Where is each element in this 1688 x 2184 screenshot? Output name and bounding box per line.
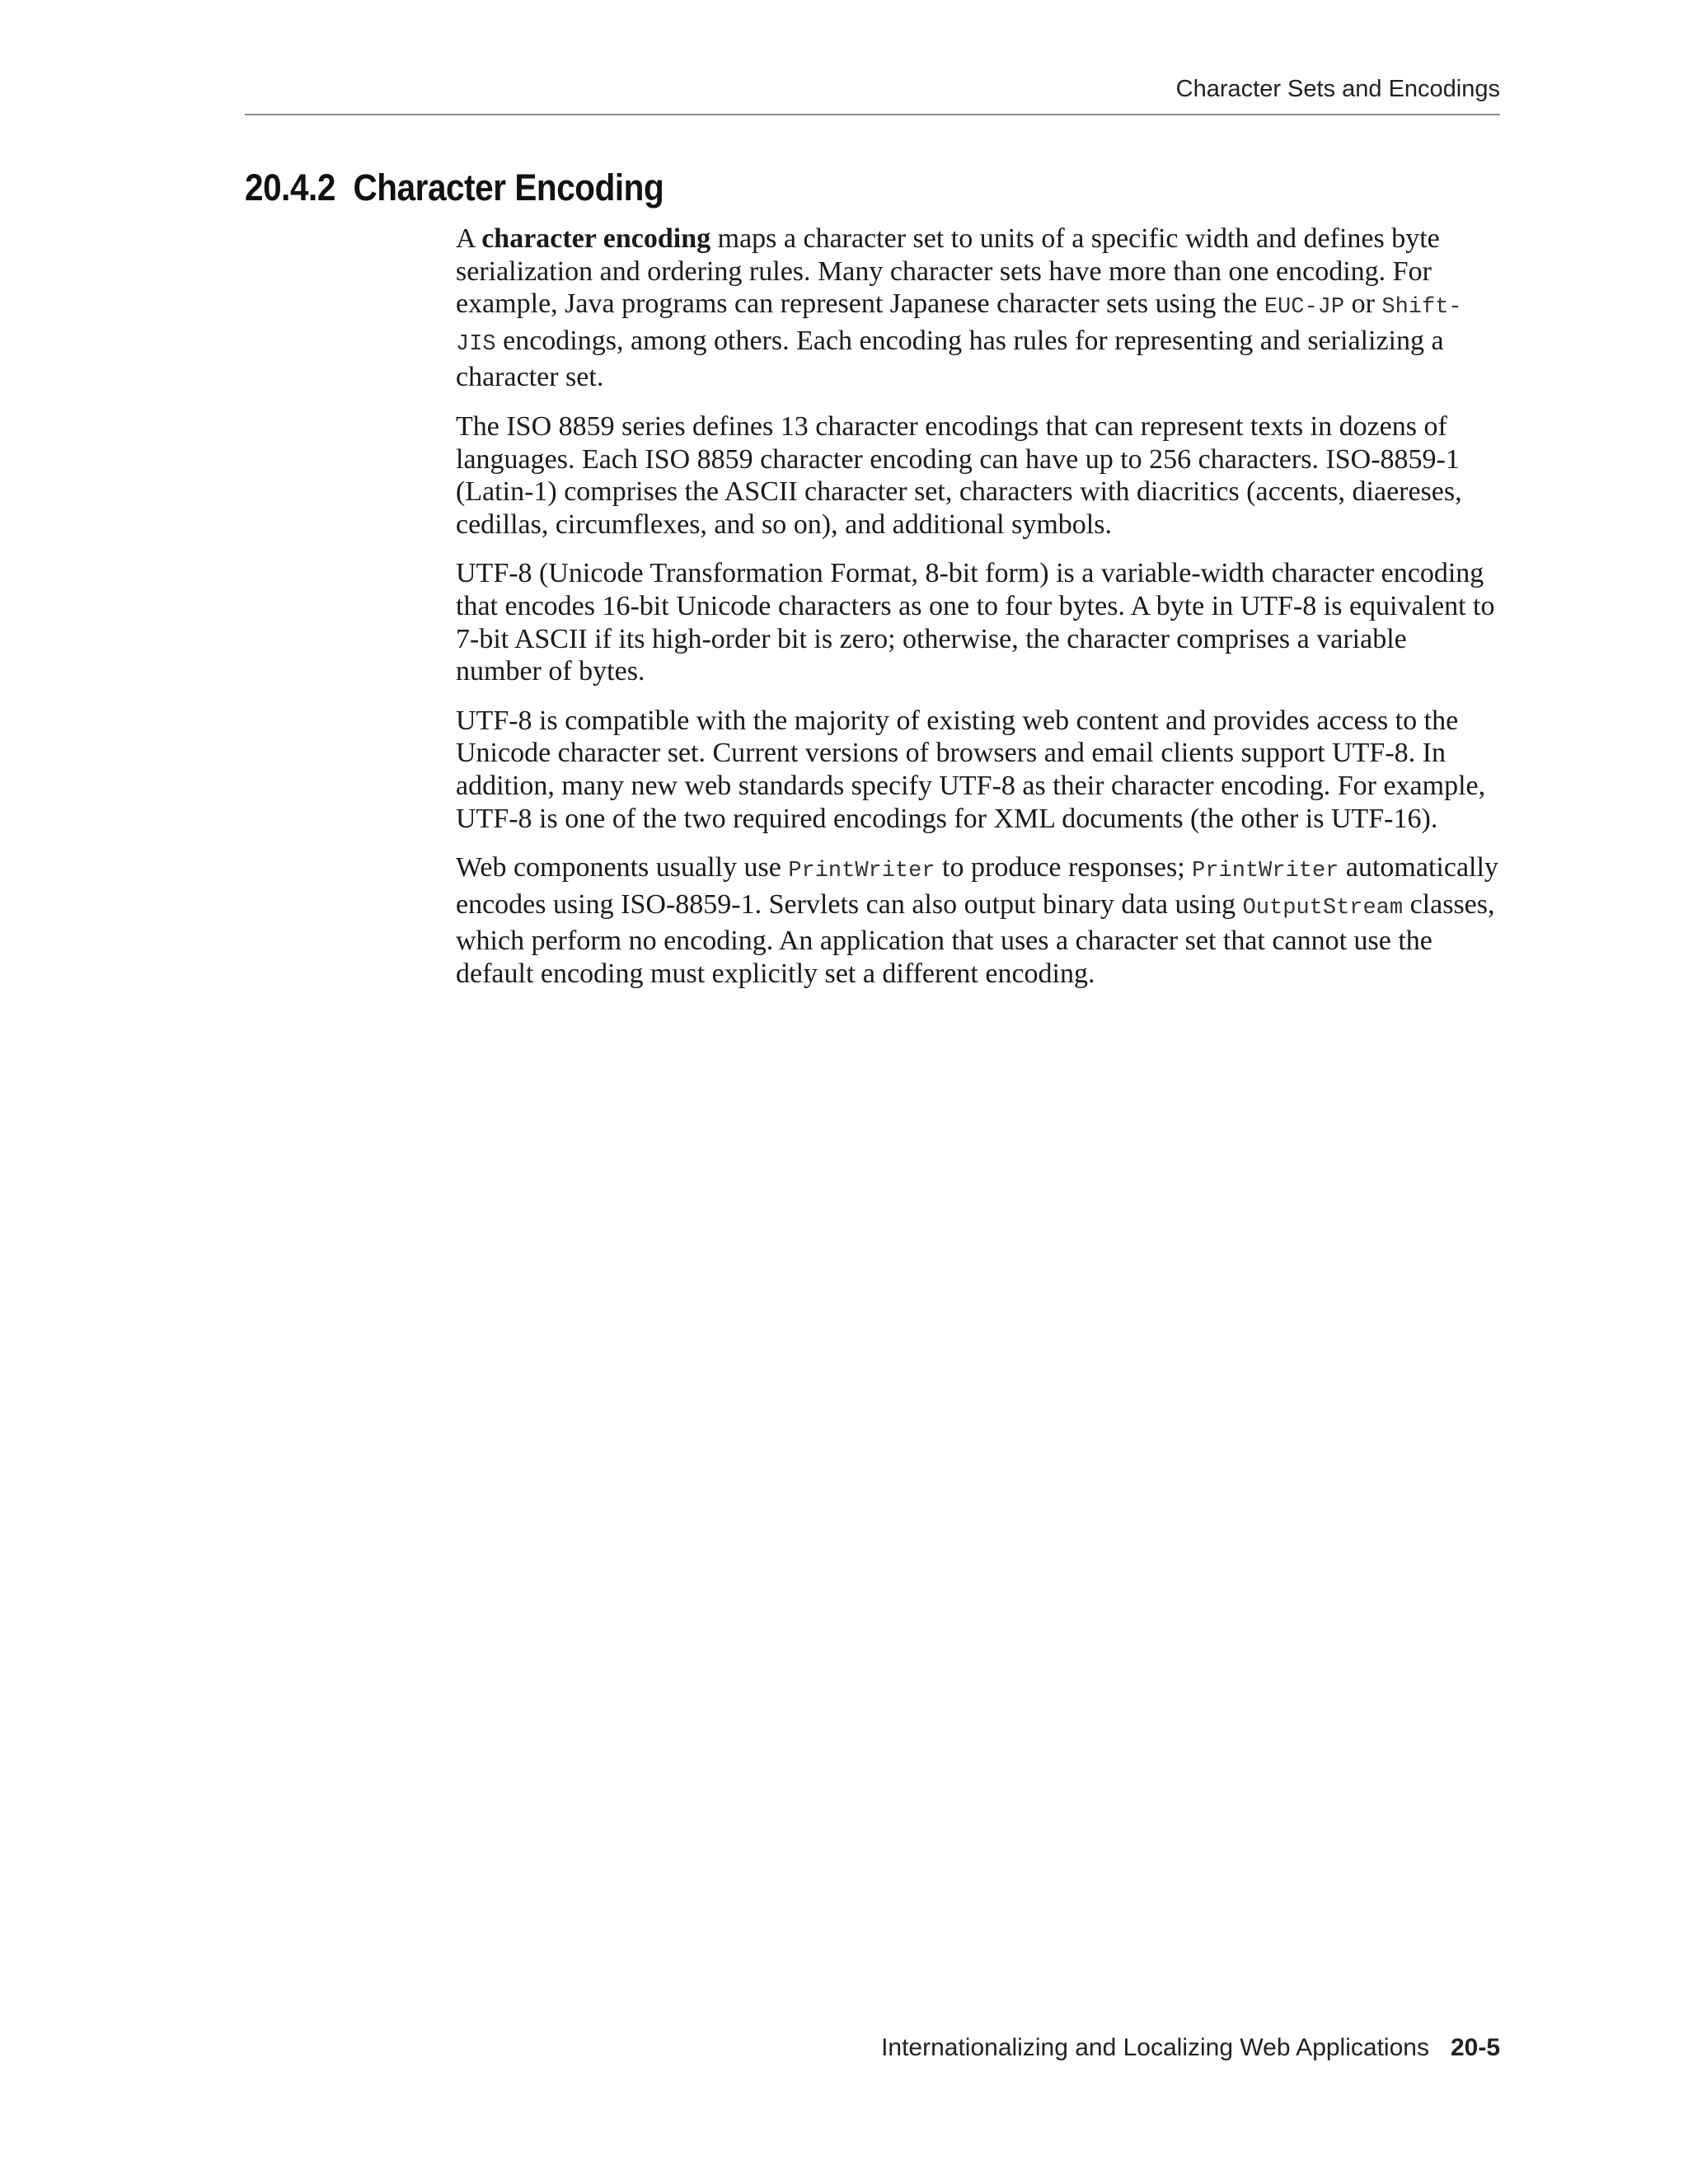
code-printwriter: PrintWriter — [788, 859, 935, 884]
text-run: to produce responses; — [935, 852, 1193, 883]
code-printwriter: PrintWriter — [1192, 859, 1339, 884]
page-number: 20-5 — [1450, 2034, 1500, 2061]
body-text — [456, 223, 1498, 1006]
paragraph-web-components — [456, 851, 1498, 990]
section-title: Character Encoding — [353, 166, 664, 209]
section-heading — [245, 166, 663, 209]
section-number: 20.4.2 — [245, 166, 335, 209]
paragraph-character-encoding — [456, 223, 1498, 394]
defined-term: character encoding — [481, 223, 711, 254]
text-run: maps a character set to units of a specific width and defines byte serialization and ordering rules. Many character sets have more than one encoding. For example, Java programs can represent Japanese character sets using the — [456, 223, 1440, 320]
text-run: or — [1344, 288, 1382, 320]
text-run: encodings, among others. Each encoding has rules for representing and serializing a character set. — [456, 325, 1444, 393]
text-run: A — [456, 223, 482, 254]
code-shift-jis: Shift-JIS — [456, 295, 1462, 357]
running-header: Character Sets and Encodings — [1175, 76, 1500, 102]
paragraph-utf8-compatibility: UTF-8 is compatible with the majority of existing web content and provides access to the Unicode character set. Current versions of browsers and email clients support UTF-8. In addition, many new web standards specify UTF-8 as their character encoding. For example, UTF-8 is one of the two required encodings for XML documents (the other is UTF-16). — [456, 705, 1486, 834]
code-outputstream: OutputStream — [1242, 895, 1404, 921]
footer-book-title: Internationalizing and Localizing Web Applications — [881, 2034, 1429, 2061]
page-footer — [881, 2034, 1500, 2062]
text-run: classes, which perform no encoding. An application that uses a character set that cannot use the default encoding must explicitly set a different encoding. — [456, 888, 1495, 989]
header-rule — [245, 114, 1500, 115]
code-euc-jp: EUC-JP — [1264, 295, 1345, 321]
text-run: automatically encodes using ISO-8859-1. Servlets can also output binary data using — [456, 852, 1498, 920]
paragraph-utf8-definition: UTF-8 (Unicode Transformation Format, 8-bit form) is a variable-width character encoding that encodes 16-bit Unicode characters as one to four bytes. A byte in UTF-8 is equivalent to 7-bit ASCII if its high-order bit is zero; otherwise, the character comprises a variable number of bytes. — [456, 558, 1495, 687]
paragraph-iso-8859: The ISO 8859 series defines 13 character encodings that can represent texts in dozens of languages. Each ISO 8859 character encoding can have up to 256 characters. ISO-8859-1 (Latin-1) comprises the ASCII character set, characters with diacritics (accents, diaereses, cedillas, circumflexes, and so on), and additional symbols. — [456, 410, 1462, 540]
text-run: Web components usually use — [456, 852, 789, 883]
